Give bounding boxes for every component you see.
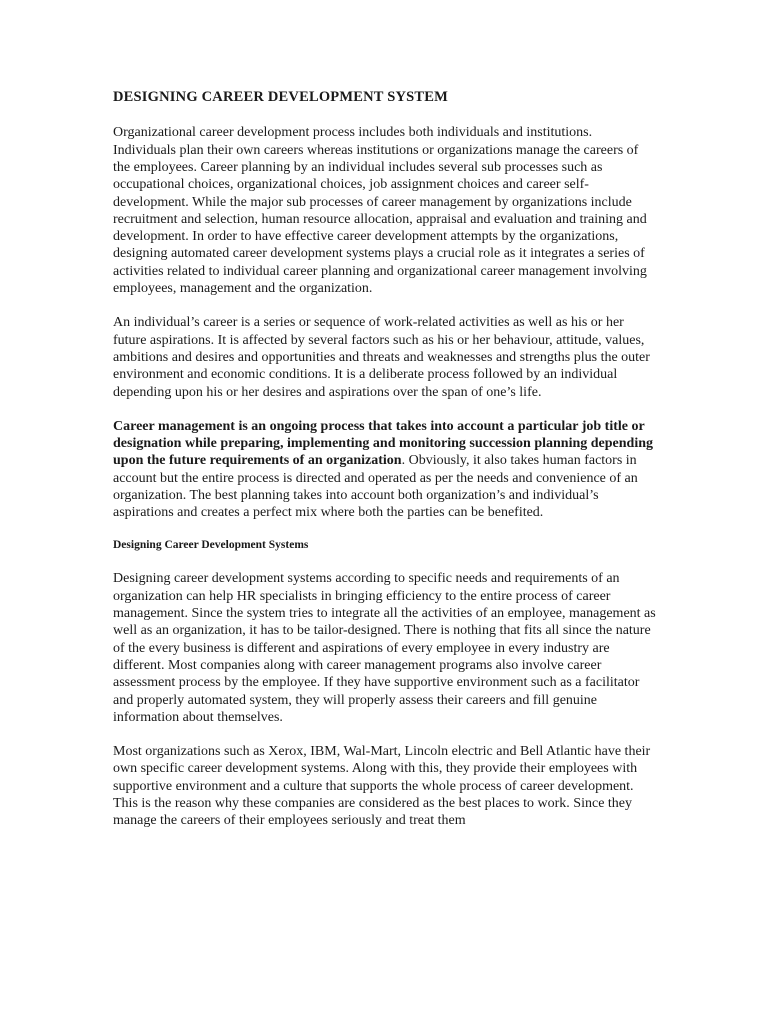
document-page [113,89,658,847]
paragraph-organization-examples: Most organizations such as Xerox, IBM, Wal-Mart, Lincoln electric and Bell Atlantic have their own specific career development systems. Along with this, they provide their employees with supportive environment and a culture that supports the whole process of career development. This is the reason why these companies are considered as the best places to work. Since they manage the careers of their employees seriously and treat them [113,744,651,829]
paragraph-individual-career: An individual’s career is a series or sequence of work-related activities as well as his or her future aspirations. It is affected by several factors such as his or her behaviour, attitude, values, ambitions and desires and opportunities and threats and weaknesses and strengths plus the outer environment and economic conditions. It is a deliberate process followed by an individual depending upon his or her desires and aspirations over the span of one’s life. [113,315,650,400]
paragraph-designing-systems: Designing career development systems according to specific needs and requirements of an organization can help HR specialists in bringing efficiency to the entire process of career management. Since the system tries to integrate all the activities of an employee, management as well as an organization, it has to be tailor-designed. There is nothing that fits all since the nature of the every business is different and aspirations of every employee in every industry are different. Most companies along with career management programs also involve career assessment process by the employee. If they have supportive environment such as a facilitator and properly automated system, they will properly assess their careers and fill genuine information about themselves. [113,571,656,725]
career-management-continuation: . Obviously, it also takes human factors in account but the entire process is directed and operated as per the needs and convenience of an organization. The best planning takes into account both organization’s and individual’s aspirations and creates a perfect mix where both the parties can be benefited. [113,453,638,521]
section-subheading: Designing Career Development Systems [113,538,309,551]
paragraph-career-management [113,418,658,522]
document-title: DESIGNING CAREER DEVELOPMENT SYSTEM [113,89,449,105]
career-management-definition: Career management is an ongoing process that takes into account a particular job title or designation while preparing, implementing and monitoring succession planning depending upon the future requirements of an organization [113,418,654,469]
paragraph-career-development-process: Organizational career development process includes both individuals and institutions. Individuals plan their own careers whereas institutions or organizations manage the careers of the employees. Career planning by an individual includes several sub processes such as occupational choices, organizational choices, job assignment choices and career self-development. While the major sub processes of career management by organizations include recruitment and selection, human resource allocation, appraisal and evaluation and training and development. In order to have effective career development attempts by the organizations, designing automated career development systems plays a crucial role as it integrates a series of activities related to individual career planning and organizational career management involving employees, management and the organization. [113,125,647,297]
